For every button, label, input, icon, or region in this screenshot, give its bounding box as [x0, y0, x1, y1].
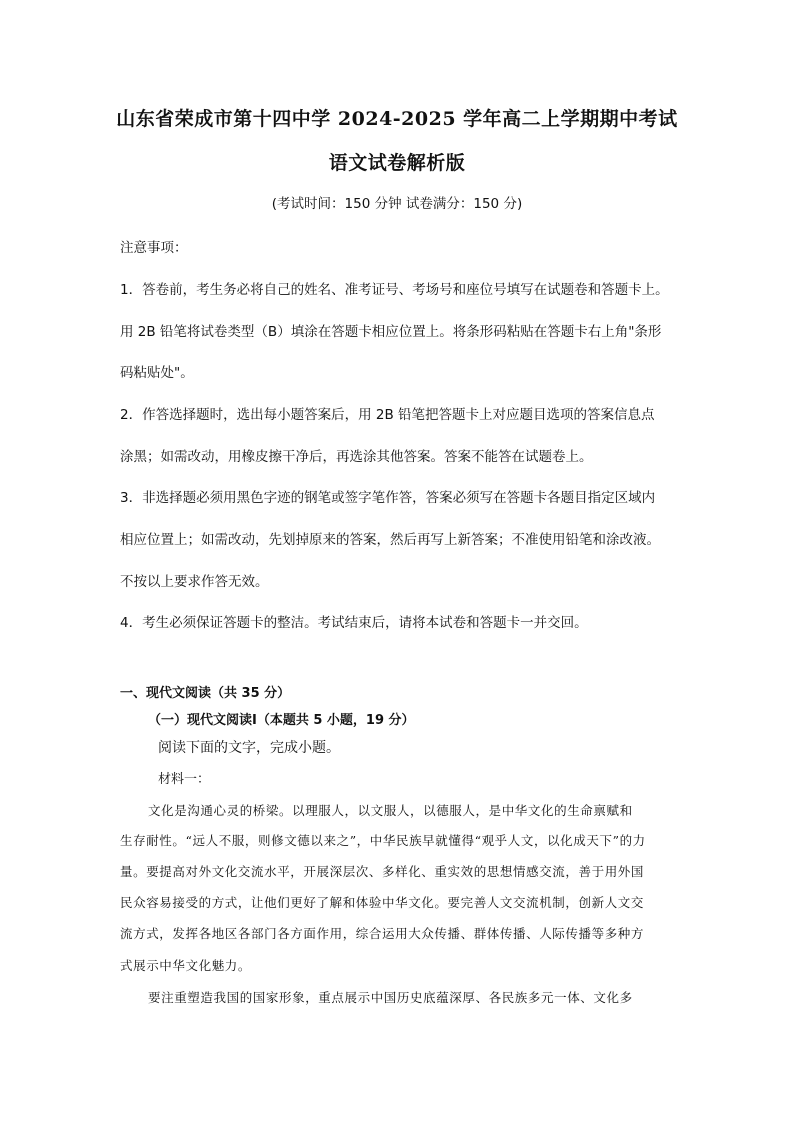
notice-line: 相应位置上；如需改动，先划掉原来的答案，然后再写上新答案；不准使用铅笔和涂改液。: [120, 532, 660, 548]
notice-line: 3．非选择题必须用黑色字迹的钢笔或签字笔作答，答案必须写在答题卡各题目指定区域内: [120, 490, 656, 506]
body-paragraph-line: 量。要提高对外文化交流水平，开展深层次、多样化、重实效的思想情感交流，善于用外国: [120, 864, 645, 879]
document-title: 山东省荣成市第十四中学 2024-2025 学年高二上学期期中考试: [116, 108, 678, 130]
reading-instruction: 阅读下面的文字，完成小题。: [158, 740, 340, 756]
section-subheading: （一）现代文阅读Ⅰ（本题共 5 小题，19 分）: [148, 713, 415, 728]
notice-line: 2．作答选择题时，选出每小题答案后，用 2B 铅笔把答题卡上对应题目选项的答案信息点: [120, 407, 655, 423]
notice-heading: 注意事项：: [120, 240, 188, 256]
body-paragraph-line: 流方式，发挥各地区各部门各方面作用，综合运用大众传播、群体传播、人际传播等多种方: [120, 926, 645, 941]
notice-line: 涂黑；如需改动，用橡皮擦干净后，再选涂其他答案。答案不能答在试题卷上。: [120, 449, 593, 465]
body-paragraph-line: 生存耐性。“远人不服，则修文德以来之”，中华民族早就懂得“观乎人文，以化成天下”的力: [120, 833, 646, 848]
body-paragraph-line: 式展示中华文化魅力。: [120, 958, 252, 973]
notice-line: 4．考生必须保证答题卡的整洁。考试结束后，请将本试卷和答题卡一并交回。: [120, 615, 588, 631]
notice-line: 1．答卷前，考生务必将自己的姓名、准考证号、考场号和座位号填写在试题卷和答题卡上。: [120, 282, 669, 298]
document-subtitle: 语文试卷解析版: [328, 152, 466, 174]
section-heading: 一、现代文阅读（共 35 分）: [120, 686, 291, 701]
exam-info: (考试时间：150 分钟 试卷满分：150 分): [271, 196, 523, 212]
notice-line: 用 2B 铅笔将试卷类型（B）填涂在答题卡相应位置上。将条形码粘贴在答题卡右上角"条形: [120, 324, 662, 340]
material-label: 材料一：: [158, 772, 211, 787]
body-paragraph-line: 文化是沟通心灵的桥梁。以理服人，以文服人，以德服人，是中华文化的生命禀赋和: [148, 803, 633, 818]
notice-line: 码粘贴处"。: [120, 365, 194, 381]
body-paragraph-line: 要注重塑造我国的国家形象，重点展示中国历史底蕴深厚、各民族多元一体、文化多: [148, 990, 633, 1005]
body-paragraph-line: 民众容易接受的方式，让他们更好了解和体验中华文化。要完善人文交流机制，创新人文交: [120, 895, 645, 910]
notice-line: 不按以上要求作答无效。: [120, 574, 269, 590]
